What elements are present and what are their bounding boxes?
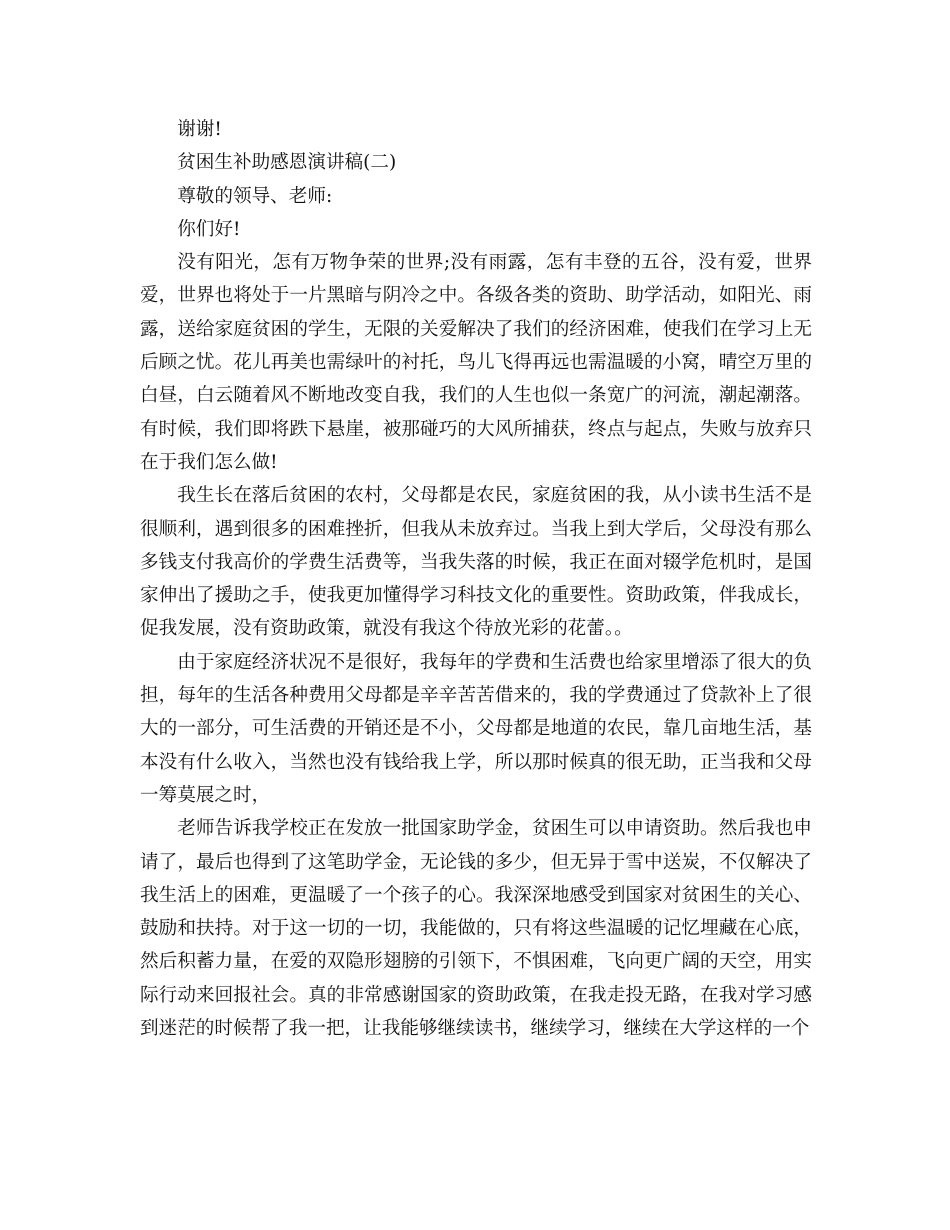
- document-body: [140, 113, 812, 1045]
- body-paragraph-4: 老师告诉我学校正在发放一批国家助学金，贫困生可以申请资助。然后我也申请了，最后也得到了这笔助学金，无论钱的多少，但无异于雪中送炭，不仅解决了我生活上的困难，更温暖了一个孩子的心。我深深地感受到国家对贫困生的关心、鼓励和扶持。对于这一切的一切，我能做的，只有将这些温暖的记忆埋藏在心底，然后积蓄力量，在爱的双隐形翅膀的引领下，不惧困难，飞向更广阔的天空，用实际行动来回报社会。真的非常感谢国家的资助政策，在我走投无路，在我对学习感到迷茫的时候帮了我一把，让我能够继续读书，继续学习，继续在大学这样的一个: [140, 818, 812, 1040]
- body-paragraph-2: 我生长在落后贫困的农村，父母都是农民，家庭贫困的我，从小读书生活不是很顺利，遇到很多的困难挫折，但我从未放弃过。当我上到大学后，父母没有那么多钱支付我高价的学费生活费等，当我失落的时候，我正在面对辍学危机时，是国家伸出了援助之手，使我更加懂得学习科技文化的重要性。资助政策，伴我成长，促我发展，没有资助政策，就没有我这个待放光彩的花蕾。。: [140, 485, 812, 640]
- speech-title: 贫困生补助感恩演讲稿(二): [177, 152, 397, 174]
- greeting-line: 你们好!: [177, 218, 241, 240]
- salutation-line: 尊敬的领导、老师:: [177, 185, 333, 207]
- closing-line: 谢谢!: [177, 119, 222, 140]
- body-paragraph-1: 没有阳光，怎有万物争荣的世界;没有雨露，怎有丰登的五谷，没有爱，世界爱，世界也将处于一片黑暗与阴冷之中。各级各类的资助、助学活动，如阳光、雨露，送给家庭贫困的学生，无限的关爱解决了我们的经济困难，使我们在学习上无后顾之忧。花儿再美也需绿叶的衬托，鸟儿飞得再远也需温暖的小窝，晴空万里的白昼，白云随着风不断地改变自我，我们的人生也似一条宽广的河流，潮起潮落。有时候，我们即将跌下悬崖，被那碰巧的大风所捕获，终点与起点，失败与放弃只在于我们怎么做!: [140, 252, 812, 473]
- body-paragraph-3: 由于家庭经济状况不是很好，我每年的学费和生活费也给家里增添了很大的负担，每年的生活各种费用父母都是辛辛苦苦借来的，我的学费通过了贷款补上了很大的一部分，可生活费的开销还是不小，父母都是地道的农民，靠几亩地生活，基本没有什么收入，当然也没有钱给我上学，所以那时候真的很无助，正当我和父母一筹莫展之时，: [140, 651, 812, 806]
